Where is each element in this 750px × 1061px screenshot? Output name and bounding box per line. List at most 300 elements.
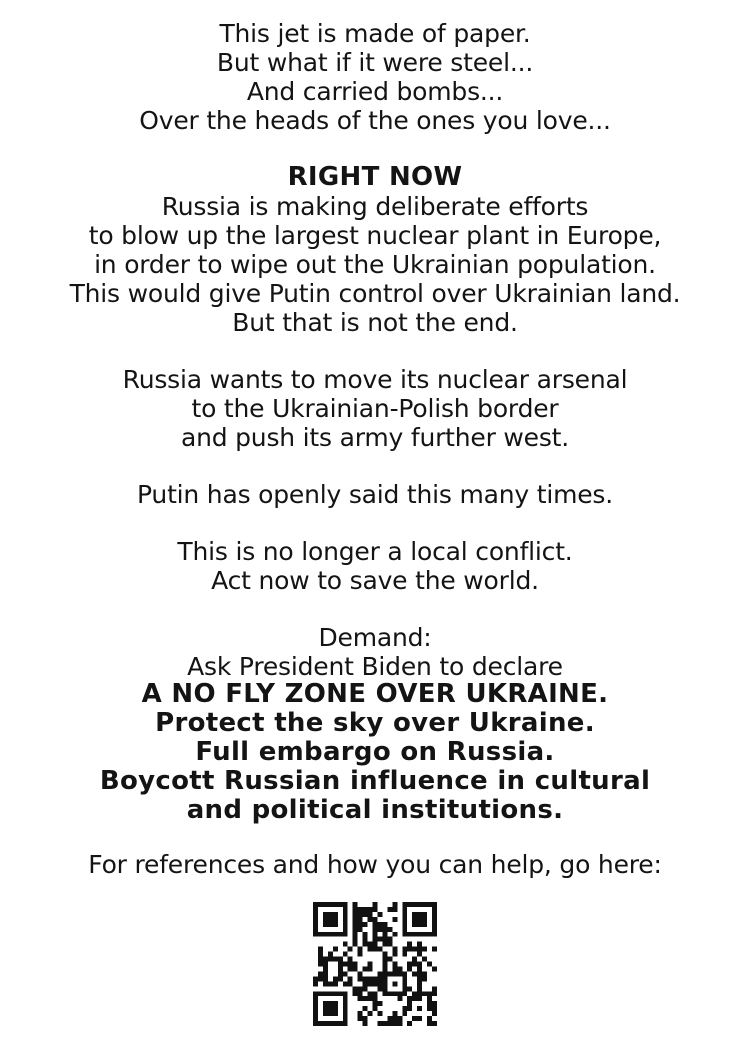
arsenal-line: and push its army further west. (180, 423, 570, 452)
qr-module (333, 991, 338, 996)
qr-module (323, 981, 328, 986)
qr-module (333, 902, 338, 907)
qr-module (402, 912, 407, 917)
qr-module (373, 917, 378, 922)
qr-module (318, 991, 323, 996)
qr-module (417, 971, 422, 976)
qr-module (402, 971, 407, 976)
qr-module (417, 952, 422, 957)
conflict-line: Act now to save the world. (211, 566, 539, 595)
qr-module (328, 922, 333, 927)
qr-module (333, 1021, 338, 1026)
qr-module (417, 991, 422, 996)
qr-module (392, 1016, 397, 1021)
qr-module (318, 976, 323, 981)
qr-module (392, 932, 397, 937)
qr-module (363, 922, 368, 927)
qr-module (313, 922, 318, 927)
qr-module (407, 902, 412, 907)
qr-module (422, 932, 427, 937)
qr-module (318, 947, 323, 952)
demand-line: and political institutions. (186, 795, 564, 825)
qr-module (387, 927, 392, 932)
qr-module (417, 932, 422, 937)
right-now-heading: RIGHT NOW (287, 162, 463, 192)
qr-module (397, 996, 402, 1001)
qr-module (333, 976, 338, 981)
qr-module (318, 952, 323, 957)
qr-module (333, 917, 338, 922)
qr-module (343, 1016, 348, 1021)
conflict-line: This is no longer a local conflict. (177, 537, 573, 566)
qr-module (343, 907, 348, 912)
qr-module (363, 932, 368, 937)
qr-module (432, 1011, 437, 1016)
qr-module (353, 912, 358, 917)
qr-module (348, 981, 353, 986)
qr-module (417, 962, 422, 967)
qr-module (333, 932, 338, 937)
qr-module (382, 966, 387, 971)
qr-module (377, 947, 382, 952)
qr-module (348, 957, 353, 962)
qr-module (323, 902, 328, 907)
qr-module (402, 1006, 407, 1011)
demand-line: Boycott Russian influence in cultural (99, 766, 651, 796)
qr-module (422, 991, 427, 996)
qr-module (363, 986, 368, 991)
qr-module (328, 1001, 333, 1006)
qr-module (427, 932, 432, 937)
qr-module (402, 907, 407, 912)
qr-module (313, 912, 318, 917)
qr-module (382, 942, 387, 947)
qr-module (373, 932, 378, 937)
qr-module (373, 991, 378, 996)
qr-module (323, 976, 328, 981)
qr-module (427, 1001, 432, 1006)
qr-module (377, 981, 382, 986)
qr-module (412, 991, 417, 996)
qr-module (323, 917, 328, 922)
qr-module (432, 1006, 437, 1011)
qr-module (407, 947, 412, 952)
qr-module (318, 962, 323, 967)
qr-module (368, 966, 373, 971)
qr-module (358, 907, 363, 912)
qr-module (328, 1006, 333, 1011)
qr-module (363, 912, 368, 917)
qr-module (427, 1016, 432, 1021)
qr-module (392, 962, 397, 967)
qr-module (358, 922, 363, 927)
qr-module (402, 976, 407, 981)
qr-module (422, 957, 427, 962)
qr-module (343, 971, 348, 976)
qr-module (323, 991, 328, 996)
qr-module (382, 927, 387, 932)
qr-module (343, 962, 348, 967)
qr-module (417, 912, 422, 917)
qr-module (363, 942, 368, 947)
qr-module (387, 1021, 392, 1026)
qr-module (353, 932, 358, 937)
qr-module (363, 1006, 368, 1011)
qr-module (422, 902, 427, 907)
qr-module (328, 952, 333, 957)
qr-module (343, 991, 348, 996)
qr-module (392, 917, 397, 922)
qr-module (382, 962, 387, 967)
qr-module (343, 932, 348, 937)
qr-module (358, 991, 363, 996)
qr-module (382, 922, 387, 927)
qr-module (318, 1021, 323, 1026)
qr-module (432, 1001, 437, 1006)
qr-module (412, 902, 417, 907)
qr-module (363, 1016, 368, 1021)
qr-module (328, 1021, 333, 1026)
qr-module (427, 1021, 432, 1026)
qr-module (343, 1021, 348, 1026)
qr-module (343, 981, 348, 986)
qr-module (412, 947, 417, 952)
qr-module (407, 1001, 412, 1006)
qr-module (358, 927, 363, 932)
qr-module (358, 1016, 363, 1021)
qr-module (422, 917, 427, 922)
qr-module (373, 902, 378, 907)
qr-module (348, 962, 353, 967)
qr-module (343, 917, 348, 922)
qr-module (313, 1011, 318, 1016)
qr-module (427, 1006, 432, 1011)
qr-module (427, 991, 432, 996)
qr-module (373, 937, 378, 942)
qr-module (382, 937, 387, 942)
qr-module (382, 957, 387, 962)
qr-module (417, 922, 422, 927)
qr-module (377, 922, 382, 927)
qr-module (412, 922, 417, 927)
qr-module (358, 986, 363, 991)
qr-module (373, 927, 378, 932)
qr-module (387, 907, 392, 912)
qr-module (333, 981, 338, 986)
qr-module (343, 1011, 348, 1016)
qr-module (338, 976, 343, 981)
qr-module (318, 932, 323, 937)
qr-module (328, 902, 333, 907)
qr-module (392, 947, 397, 952)
qr-module (368, 996, 373, 1001)
qr-module (358, 947, 363, 952)
qr-module (407, 942, 412, 947)
qr-module (353, 991, 358, 996)
qr-module (363, 981, 368, 986)
qr-module (338, 932, 343, 937)
qr-module (343, 952, 348, 957)
qr-module (313, 902, 318, 907)
qr-module (382, 971, 387, 976)
qr-module (333, 1001, 338, 1006)
qr-module (353, 927, 358, 932)
qr-module (373, 922, 378, 927)
qr-module (358, 971, 363, 976)
qr-module (377, 1011, 382, 1016)
qr-module (313, 981, 318, 986)
qr-module (373, 976, 378, 981)
qr-module (412, 912, 417, 917)
qr-module (373, 1006, 378, 1011)
qr-module (323, 957, 328, 962)
qr-module (313, 927, 318, 932)
qr-module (328, 957, 333, 962)
qr-module (392, 902, 397, 907)
qr-code-graphic (313, 902, 437, 1026)
qr-module (368, 1011, 373, 1016)
qr-module (353, 942, 358, 947)
qr-module (338, 957, 343, 962)
qr-module (377, 1021, 382, 1026)
qr-module (373, 981, 378, 986)
qr-module (343, 922, 348, 927)
qr-module (313, 996, 318, 1001)
qr-module (318, 902, 323, 907)
qr-module (402, 991, 407, 996)
qr-module (313, 1006, 318, 1011)
qr-module (368, 962, 373, 967)
qr-module (432, 917, 437, 922)
qr-module (397, 971, 402, 976)
qr-module (402, 917, 407, 922)
qr-module (313, 1001, 318, 1006)
qr-module (313, 976, 318, 981)
qr-module (363, 976, 368, 981)
qr-module (318, 957, 323, 962)
alert-line: Russia is making deliberate efforts (161, 192, 589, 221)
qr-module (412, 932, 417, 937)
qr-module (323, 966, 328, 971)
qr-module (328, 917, 333, 922)
intro-line: This jet is made of paper. (219, 19, 531, 48)
qr-module (432, 1021, 437, 1026)
qr-module (323, 912, 328, 917)
qr-module (397, 991, 402, 996)
intro-line: But what if it were steel... (216, 48, 534, 77)
qr-module (412, 957, 417, 962)
demand-label: Demand: (318, 623, 432, 652)
qr-module (358, 917, 363, 922)
demand-line: Full embargo on Russia. (195, 737, 555, 767)
qr-module (328, 991, 333, 996)
qr-module (358, 912, 363, 917)
qr-module (412, 971, 417, 976)
qr-module (432, 907, 437, 912)
qr-module (373, 996, 378, 1001)
alert-line: This would give Putin control over Ukrainian land. (69, 279, 681, 308)
qr-module (328, 1011, 333, 1016)
alert-line: in order to wipe out the Ukrainian population. (94, 250, 656, 279)
qr-module (368, 991, 373, 996)
qr-module (407, 962, 412, 967)
qr-module (363, 966, 368, 971)
qr-module (432, 932, 437, 937)
qr-module (422, 947, 427, 952)
qr-module (373, 907, 378, 912)
qr-module (343, 1001, 348, 1006)
qr-module (343, 1006, 348, 1011)
qr-module (417, 917, 422, 922)
intro-line: Over the heads of the ones you love... (139, 106, 611, 135)
qr-module (368, 976, 373, 981)
qr-module (328, 912, 333, 917)
qr-code-icon[interactable] (313, 902, 437, 1026)
qr-module (427, 996, 432, 1001)
qr-module (313, 991, 318, 996)
qr-module (343, 902, 348, 907)
qr-module (432, 947, 437, 952)
references-line: For references and how you can help, go here: (88, 850, 662, 879)
qr-module (338, 902, 343, 907)
qr-module (417, 1006, 422, 1011)
qr-module (387, 971, 392, 976)
qr-module (402, 1011, 407, 1016)
qr-module (333, 1006, 338, 1011)
qr-module (402, 986, 407, 991)
qr-module (407, 1006, 412, 1011)
qr-module (382, 991, 387, 996)
qr-module (368, 981, 373, 986)
qr-module (313, 1021, 318, 1026)
qr-module (368, 942, 373, 947)
qr-module (363, 907, 368, 912)
qr-module (417, 981, 422, 986)
qr-module (432, 991, 437, 996)
qr-module (412, 1016, 417, 1021)
qr-module (377, 971, 382, 976)
qr-module (392, 1021, 397, 1026)
qr-module (432, 927, 437, 932)
qr-module (363, 996, 368, 1001)
qr-module (417, 947, 422, 952)
qr-module (382, 932, 387, 937)
qr-module (432, 986, 437, 991)
qr-module (402, 981, 407, 986)
qr-module (368, 917, 373, 922)
qr-module (432, 912, 437, 917)
qr-module (422, 976, 427, 981)
qr-module (407, 986, 412, 991)
qr-module (417, 996, 422, 1001)
qr-module (392, 907, 397, 912)
qr-module (343, 996, 348, 1001)
qr-module (373, 1001, 378, 1006)
qr-module (323, 1021, 328, 1026)
qr-module (387, 942, 392, 947)
qr-module (402, 932, 407, 937)
qr-module (397, 1016, 402, 1021)
alert-line: But that is not the end. (232, 308, 518, 337)
qr-module (323, 1006, 328, 1011)
qr-module (417, 1016, 422, 1021)
qr-module (432, 922, 437, 927)
qr-module (373, 947, 378, 952)
qr-module (353, 966, 358, 971)
qr-module (412, 917, 417, 922)
qr-module (333, 1011, 338, 1016)
qr-module (397, 1021, 402, 1026)
qr-module (407, 1021, 412, 1026)
qr-module (338, 962, 343, 967)
qr-module (402, 927, 407, 932)
qr-module (338, 966, 343, 971)
qr-module (402, 902, 407, 907)
qr-module (343, 912, 348, 917)
qr-module (382, 976, 387, 981)
qr-module (368, 907, 373, 912)
qr-module (377, 912, 382, 917)
qr-module (358, 996, 363, 1001)
qr-module (353, 917, 358, 922)
qr-module (358, 976, 363, 981)
qr-module (358, 1011, 363, 1016)
qr-module (353, 922, 358, 927)
qr-module (382, 981, 387, 986)
qr-module (377, 927, 382, 932)
qr-module (417, 902, 422, 907)
arsenal-line: to the Ukrainian-Polish border (191, 394, 559, 423)
qr-module (338, 991, 343, 996)
qr-module (328, 932, 333, 937)
qr-module (333, 922, 338, 927)
qr-module (368, 947, 373, 952)
demand-ask: Ask President Biden to declare (187, 652, 563, 681)
qr-module (407, 996, 412, 1001)
qr-module (328, 981, 333, 986)
alert-line: to blow up the largest nuclear plant in Europe, (88, 221, 662, 250)
qr-module (313, 932, 318, 937)
demand-line: Protect the sky over Ukraine. (155, 708, 595, 738)
qr-module (353, 986, 358, 991)
qr-module (382, 986, 387, 991)
qr-module (412, 996, 417, 1001)
qr-module (353, 937, 358, 942)
qr-module (417, 976, 422, 981)
qr-module (348, 947, 353, 952)
qr-module (377, 1001, 382, 1006)
qr-module (392, 971, 397, 976)
qr-module (348, 976, 353, 981)
qr-module (363, 937, 368, 942)
qr-module (363, 1021, 368, 1026)
qr-module (417, 942, 422, 947)
qr-module (392, 991, 397, 996)
qr-module (387, 991, 392, 996)
qr-module (392, 981, 397, 986)
qr-module (432, 902, 437, 907)
qr-module (313, 1016, 318, 1021)
qr-module (407, 932, 412, 937)
qr-module (397, 966, 402, 971)
putin-line: Putin has openly said this many times. (136, 480, 614, 509)
qr-module (343, 927, 348, 932)
qr-module (318, 971, 323, 976)
qr-module (417, 986, 422, 991)
qr-module (333, 957, 338, 962)
qr-module (353, 962, 358, 967)
qr-module (377, 976, 382, 981)
